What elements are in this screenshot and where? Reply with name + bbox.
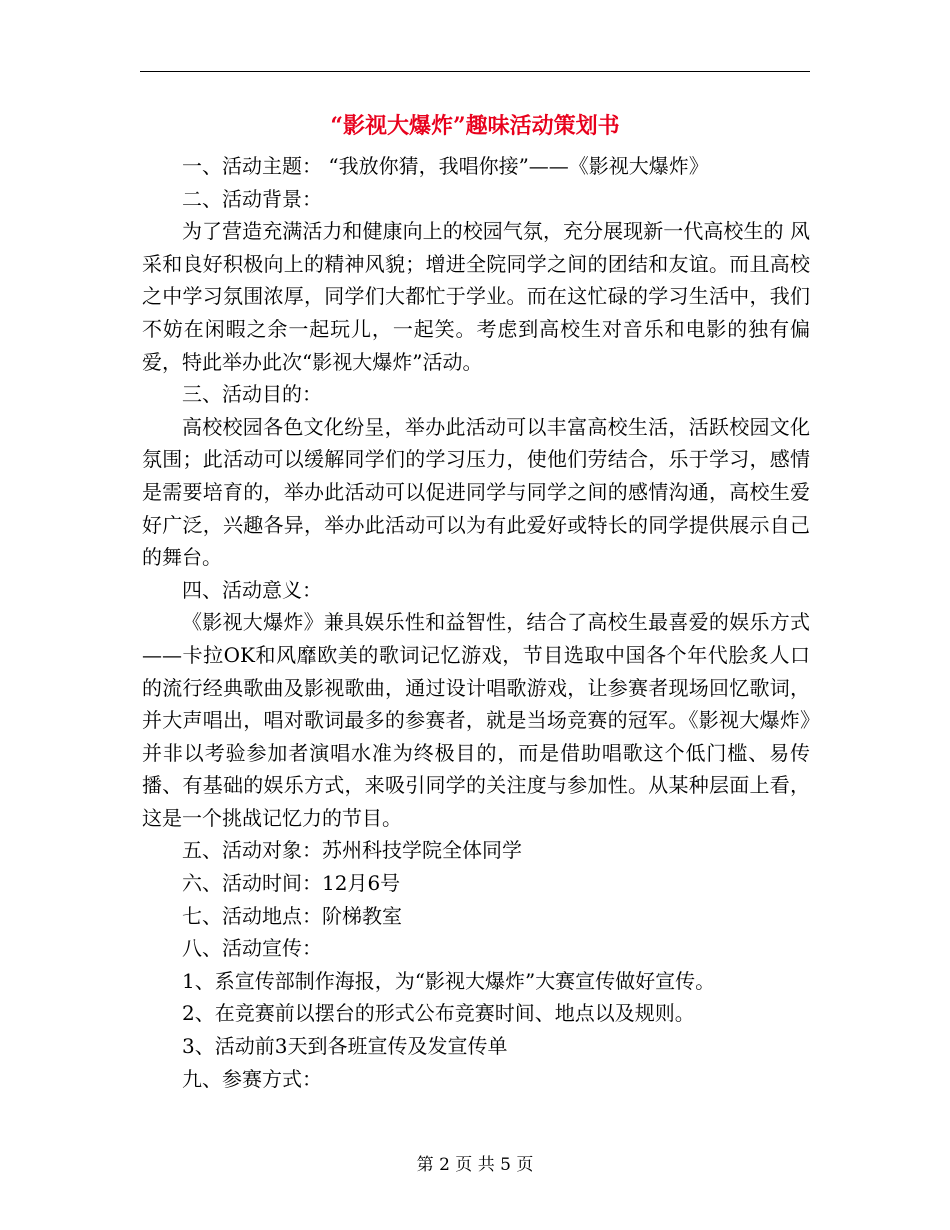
header-rule <box>140 71 810 72</box>
list-item-promotion-1: 1、系宣传部制作海报，为“影视大爆炸”大赛宣传做好宣传。 <box>182 968 716 993</box>
list-item-promotion-2: 2、在竞赛前以摆台的形式公布竞赛时间、地点以及规则。 <box>182 1001 695 1026</box>
heading-purpose: 三、活动目的： <box>182 382 322 407</box>
paragraph-time: 六、活动时间：12月6号 <box>182 871 401 896</box>
heading-significance: 四、活动意义： <box>182 577 322 602</box>
paragraph-theme: 一、活动主题： “我放你猜，我唱你接”——《影视大爆炸》 <box>182 154 709 178</box>
paragraph-audience: 五、活动对象：苏州科技学院全体同学 <box>182 838 522 863</box>
heading-background: 二、活动背景： <box>182 186 322 211</box>
paragraph-significance: 《影视大爆炸》兼具娱乐性和益智性，结合了高校生最喜爱的娱乐方式——卡拉OK和风靡欧美的歌词记忆游戏，节目选取中国各个年代脍炙人口的流行经典歌曲及影视歌曲，通过设计唱歌游戏，让参赛者现场回忆歌词，并大声唱出，唱对歌词最多的参赛者，就是当场竞赛的冠军。《影视大爆炸》并非以考验参加者演唱水准为终极目的，而是借助唱歌这个低门槛、易传播、有基础的娱乐方式，来吸引同学的关注度与参加性。从某种层面上看，这是一个挑战记忆力的节目。 <box>142 610 810 830</box>
paragraph-location: 七、活动地点：阶梯教室 <box>182 903 402 928</box>
heading-participation: 九、参赛方式： <box>182 1066 322 1091</box>
page-number: 第 2 页 共 5 页 <box>416 1155 534 1175</box>
heading-promotion: 八、活动宣传： <box>182 936 322 961</box>
document-title: “影视大爆炸”趣味活动策划书 <box>330 113 620 139</box>
paragraph-purpose: 高校校园各色文化纷呈，举办此活动可以丰富高校生活，活跃校园文化氛围；此活动可以缓解同学们的学习压力，使他们劳结合，乐于学习，感情是需要培育的，举办此活动可以促进同学与同学之间的感情沟通，高校生爱好广泛，兴趣各异，举办此活动可以为有此爱好或特长的同学提供展示自己的舞台。 <box>142 414 810 570</box>
document-body <box>142 150 810 1095</box>
paragraph-background: 为了营造充满活力和健康向上的校园气氛，充分展现新一代高校生的 风采和良好积极向上的精神风貌；增进全院同学之间的团结和友谊。而且高校之中学习氛围浓厚，同学们大都忙于学业。而在这忙碌的学习生活中，我们不妨在闲暇之余一起玩儿，一起笑。考虑到高校生对音乐和电影的独有偏爱，特此举办此次“影视大爆炸”活动。 <box>142 219 810 374</box>
list-item-promotion-3: 3、活动前3天到各班宣传及发宣传单 <box>182 1034 508 1059</box>
